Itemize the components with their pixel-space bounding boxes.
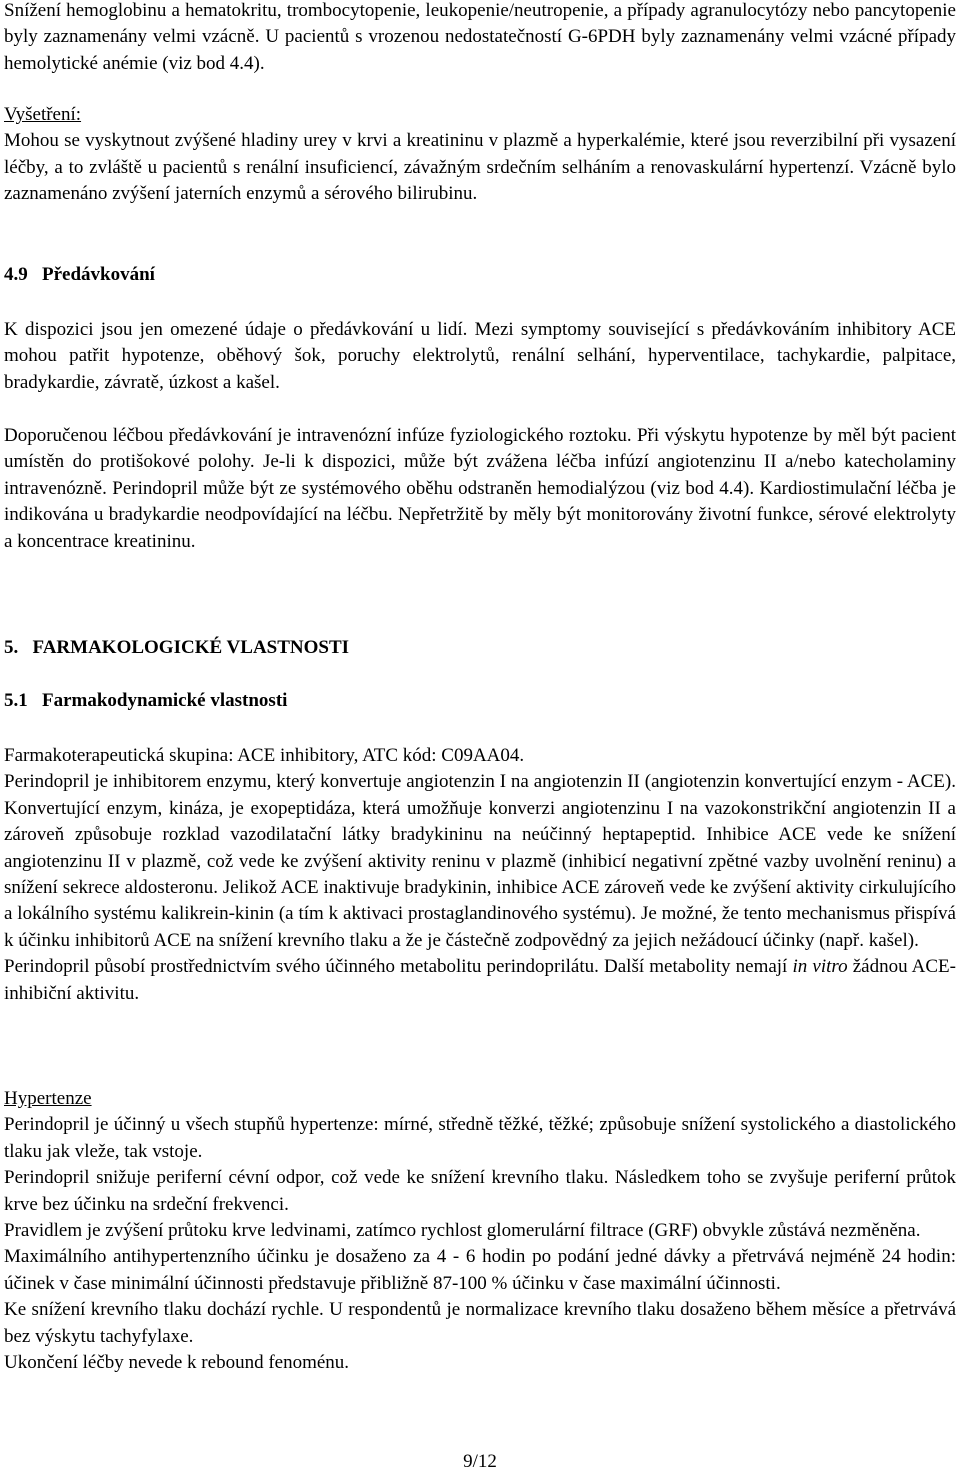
examination-heading: Vyšetření: xyxy=(4,104,82,125)
metabolite-text-a: Perindopril působí prostřednictvím svého účinného metabolitu perindoprilátu. Další metabolity nemají xyxy=(4,956,788,978)
section-heading-pharmacodynamic: 5.1 Farmakodynamické vlastnosti xyxy=(4,690,288,711)
hypertension-paragraph-5: Ke snížení krevního tlaku dochází rychle. U respondentů je normalizace krevního tlaku dosaženo během měsíce a přetrvává bez výskytu tachyfylaxe. xyxy=(4,1299,956,1347)
atc-line: Farmakoterapeutická skupina: ACE inhibitory, ATC kód: C09AA04. xyxy=(4,745,525,766)
overdose-paragraph-2: Doporučenou léčbou předávkování je intravenózní infúze fyziologického roztoku. Při výskytu hypotenze by měl být pacient umístěn do protišokové polohy. Je-li k dispozici, může být zvážena léčba infúzí angiotenzinu II a/nebo katecholaminy intravenózně. Perindopril může být ze systémového oběhu odstraněn hemodialýzou (viz bod 4.4). Kardiostimulační léčba je indikována u bradykardie neodpovídající na léčbu. Nepřetržitě by měly být monitorovány životní funkce, sérové elektrolyty a koncentrace kreatininu. xyxy=(4,425,956,552)
hypertension-paragraph-3: Pravidlem je zvýšení průtoku krve ledvinami, zatímco rychlost glomerulární filtrace (GRF) obvykle zůstává nezměněna. xyxy=(4,1220,921,1242)
hypertension-heading: Hypertenze xyxy=(4,1088,92,1109)
examination-text: Mohou se vyskytnout zvýšené hladiny urey v krvi a kreatininu v plazmě a hyperkalémie, které jsou reverzibilní při vysazení léčby, a to zvláště u pacientů s renální insuficiencí, závažným srdečním selháním a renovaskulární hypertenzí. Vzácně bylo zaznamenáno zvýšení jaterních enzymů a sérového bilirubinu. xyxy=(4,130,956,205)
section-heading-overdose: 4.9 Předávkování xyxy=(4,264,155,285)
paragraph-blood-disorders: Snížení hemoglobinu a hematokritu, trombocytopenie, leukopenie/neutropenie, a případy agranulocytózy nebo pancytopenie byly zaznamenány velmi vzácně. U pacientů s vrozenou nedostatečností G-6PDH byly zaznamenány velmi vzácné případy hemolytické anémie (viz bod 4.4). xyxy=(4,0,956,74)
metabolite-paragraph xyxy=(4,954,956,1007)
mechanism-paragraph: Perindopril je inhibitorem enzymu, který konvertuje angiotenzin I na angiotenzin II (angiotenzin konvertující enzym - ACE). Konvertující enzym, kináza, je exopeptidáza, která umožňuje konverzi angiotenzinu I na vazokonstrikční angiotenzin II a zároveň způsobuje rozklad vazodilatační látky bradykininu na neúčinný heptapeptid. Inhibice ACE vede ke snížení angiotenzinu II v plazmě, což vede ke zvýšení aktivity reninu v plazmě (inhibicí negativní zpětné vazby uvolnění reninu) a snížení sekrece aldosteronu. Jelikož ACE inaktivuje bradykinin, inhibice ACE zároveň vede ke zvýšení aktivity cirkulujícího a lokálního systému kalikrein-kinin (a tím k aktivaci prostaglandinového systému). Je možné, že tento mechanismus přispívá k účinku inhibitorů ACE na snížení krevního tlaku a že je částečně zodpovědný za jejich nežádoucí účinky (např. kašel). xyxy=(4,771,956,951)
hypertension-paragraph-4: Maximálního antihypertenzního účinku je dosaženo za 4 - 6 hodin po podání jedné dávky a přetrvává nejméně 24 hodin: účinek v čase minimální účinnosti představuje přibližně 87-100 % účinku v čase maximální účinnosti. xyxy=(4,1246,956,1294)
section-4-9 xyxy=(4,262,956,288)
hypertension-paragraph-1: Perindopril je účinný u všech stupňů hypertenze: mírné, středně těžké, těžké; způsobuje snížení systolického a diastolického tlaku jak vleže, tak vstoje. xyxy=(4,1114,956,1162)
section-heading-pharmacological: 5. FARMAKOLOGICKÉ VLASTNOSTI xyxy=(4,637,350,658)
page-number: 9/12 xyxy=(463,1451,497,1472)
metabolite-text-italic: in vitro xyxy=(792,956,848,978)
section-hypertension xyxy=(4,1086,956,1376)
section-examination xyxy=(4,102,956,208)
metabolite-text-b: žádnou ACE-inhibiční aktivitu. xyxy=(4,956,956,1004)
overdose-paragraph-1: K dispozici jsou jen omezené údaje o předávkování u lidí. Mezi symptomy související s předávkováním inhibitory ACE mohou patřit hypotenze, oběhový šok, poruchy elektrolytů, renální selhání, hyperventilace, tachykardie, palpitace, bradykardie, závratě, úzkost a kašel. xyxy=(4,319,956,393)
hypertension-paragraph-6: Ukončení léčby nevede k rebound fenoménu. xyxy=(4,1352,350,1374)
hypertension-paragraph-2: Perindopril snižuje periferní cévní odpor, což vede ke snížení krevního tlaku. Následkem toho se zvyšuje periferní průtok krve bez účinku na srdeční frekvenci. xyxy=(4,1167,956,1215)
section-5-1-body xyxy=(4,743,956,1007)
